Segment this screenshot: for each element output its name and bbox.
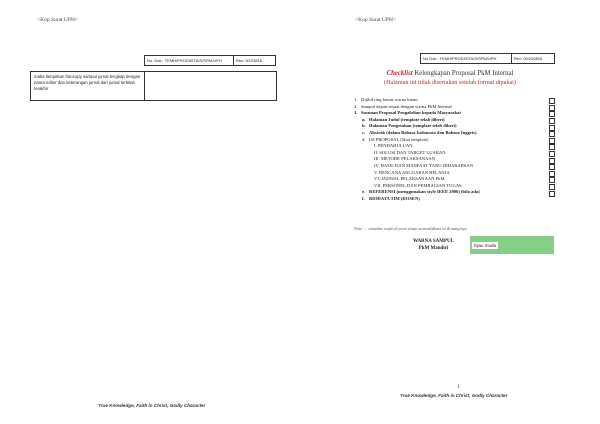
warna-label-line2: PkM Mandiri (418, 246, 449, 251)
checklist-text: II. SOLUSI DAN TARGET LUARAN (374, 149, 446, 155)
content-table (30, 71, 277, 101)
page-number: 1 (457, 385, 460, 390)
doc-header-table (144, 55, 276, 66)
warna-sampul-label (396, 238, 471, 252)
title-rest: Kelengkapan Proposal PkM Internal (412, 70, 514, 77)
checklist-row (354, 110, 555, 117)
checklist-text: Sampul depan sesuai dengan warna PkM Internal (361, 103, 452, 109)
checklist-text: IV. HASIL DAN MANFAAT YANG DIHARAPKAN (374, 162, 474, 168)
checklist-subtitle: (Halaman ini tidak disertakan setelah format dipakai) (384, 79, 516, 86)
right-page (300, 0, 600, 424)
checklist-number: d. (362, 136, 366, 142)
table-cell-text: maka lampirkan fotocopy sampul jurnal lengkap dengan nama editor dan keterangan jurnal dari jurnal terbitan terakhir (31, 72, 145, 100)
checklist-row (354, 170, 555, 177)
footer-motto: True Knowledge, Faith in Christ, Godly Character (400, 393, 508, 398)
checklist-text: VI. JADWAL PELAKSANAAN PkM (374, 176, 445, 182)
checklist-text: Halaman Judul (template telah diberi) (369, 116, 445, 122)
checklist-text: ISI PROPOSAL (lihat template) (369, 136, 429, 142)
checklist-number: 1. (354, 97, 358, 102)
title-italic: Checklist (386, 70, 413, 77)
checklist-text: BIODATA TIM (DOSEN) (369, 195, 420, 201)
checklist-text: V. RENCANA ANGGARAN BELANJA (374, 169, 450, 175)
kop-surat-label: <Kop Surat UPH> (355, 17, 397, 23)
checklist-text: VII. PERSONEL DAN PEMBAGIAN TUGAS (374, 182, 462, 188)
checklist-text: Susunan Proposal Pengabdian kepada Masyarakat (361, 110, 461, 116)
checklist-text: Halaman Pengesahan (template telah diberi) (369, 123, 457, 129)
kop-surat-label: <Kop Surat UPH> (37, 17, 79, 23)
checklist-number: c. (362, 129, 366, 135)
footer-motto: True Knowledge, Faith in Christ, Godly Character (98, 403, 206, 408)
checklist-row (354, 183, 555, 190)
checklist-number: b. (362, 123, 366, 129)
doc-number: No. Dok.: TEMH/PRODI/STA/S/SPM-UPH (147, 58, 222, 63)
checklist-title (300, 70, 600, 77)
checklist-row (354, 97, 555, 104)
doc-revision: Rev: 00/230816 (511, 54, 544, 63)
checklist-text: Dijilid ring kawat warna hitam (361, 97, 418, 102)
checklist-row (354, 156, 555, 163)
checklist-number: e. (362, 189, 366, 195)
checklist-text: REFERENSI (menggunakan style IEEE 2006) (bila ada) (369, 189, 480, 195)
warna-sampul-swatch (470, 236, 554, 254)
doc-header-table (420, 53, 555, 64)
checklist-row (354, 117, 555, 124)
checklist-row (354, 143, 555, 150)
checklist-row (354, 189, 555, 196)
checklist-row (354, 150, 555, 157)
checklist-items (354, 97, 555, 203)
checklist-number: f. (362, 195, 365, 201)
warna-label-line1: WARNA SAMPUL (413, 239, 454, 244)
checklist-text: III. METODE PELAKSANAAN (374, 156, 436, 162)
checklist-row (354, 104, 555, 111)
checklist-row (354, 176, 555, 183)
checklist-row (354, 137, 555, 144)
checklist-number: 2. (354, 103, 358, 109)
checklist-row (354, 130, 555, 137)
template-note: Note: ... template wajib di print tetapi memodifikasi isi di nanginya (354, 226, 467, 231)
checklist-number: a. (362, 116, 366, 122)
doc-revision: Rev: 00/23816 (233, 56, 264, 65)
doc-number: No Dok.: TEMH/PRODI/STA/S/SPM/UPH (423, 56, 497, 61)
table-cell-empty (145, 72, 276, 100)
checklist-number: 3. (354, 110, 358, 116)
checklist-text: Abstrak (dalam Bahasa Indonesia dan Bahasa Inggris) (369, 129, 477, 135)
warna-sampul-value: hijau muda (474, 242, 497, 248)
checklist-text: I. PENDAHULUAN (374, 143, 413, 149)
checklist-row (354, 123, 555, 130)
checklist-row (354, 196, 555, 203)
checklist-row (354, 163, 555, 170)
